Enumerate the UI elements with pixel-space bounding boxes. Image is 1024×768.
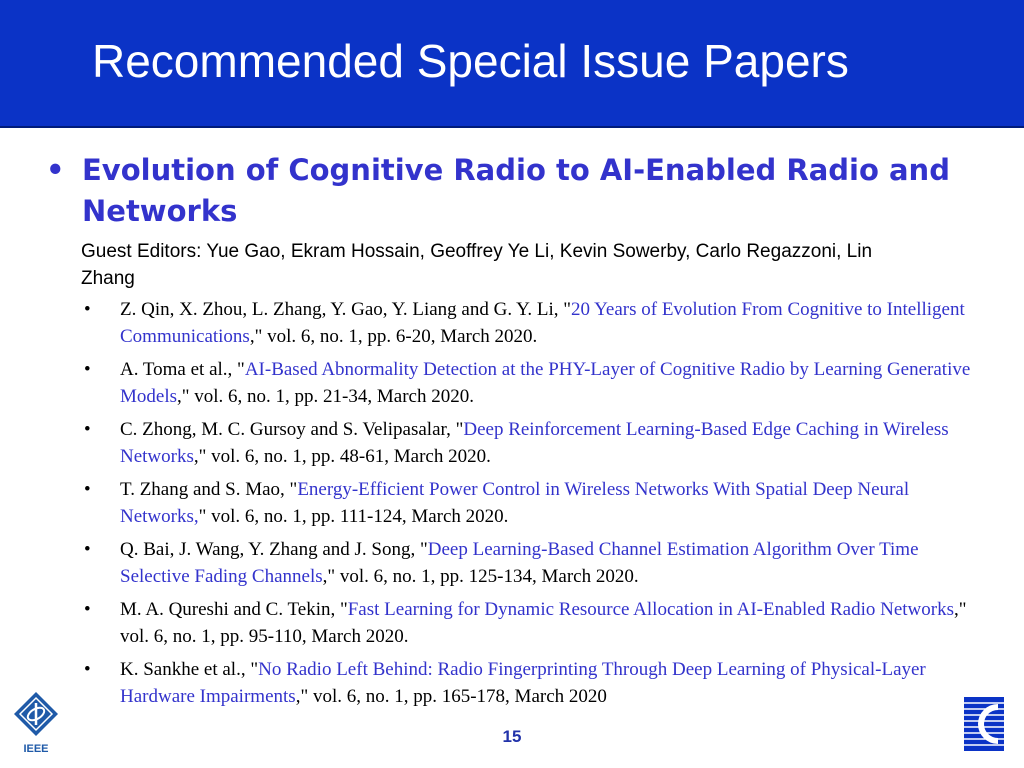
bullet-icon: • bbox=[84, 659, 91, 680]
reference-title-link[interactable]: AI-Based Abnormality Detection at the PHY-Layer of Cognitive Radio by Learning Generative Models bbox=[120, 359, 971, 407]
guest-editors: Guest Editors: Yue Gao, Ekram Hossain, Geoffrey Ye Li, Kevin Sowerby, Carlo Regazzoni, Lin Zhang bbox=[81, 241, 873, 289]
reference-title-link[interactable]: No Radio Left Behind: Radio Fingerprinting Through Deep Learning of Physical-Layer Hardware Impairments bbox=[120, 659, 926, 707]
reference-title-link[interactable]: 20 Years of Evolution From Cognitive to Intelligent Communications bbox=[120, 299, 965, 347]
reference-authors: C. Zhong, M. C. Gursoy and S. Velipasalar, " bbox=[120, 419, 464, 440]
reference-item bbox=[80, 416, 980, 470]
reference-title-link[interactable]: Fast Learning for Dynamic Resource Allocation in AI-Enabled Radio Networks bbox=[347, 599, 954, 620]
reference-item bbox=[80, 596, 980, 650]
reference-item bbox=[80, 536, 980, 590]
reference-item bbox=[80, 656, 980, 710]
reference-details: ," vol. 6, no. 1, pp. 48-61, March 2020. bbox=[193, 446, 491, 467]
ieee-logo-icon bbox=[12, 690, 60, 760]
reference-authors: T. Zhang and S. Mao, " bbox=[120, 479, 298, 500]
reference-title-link[interactable]: Energy-Efficient Power Control in Wireless Networks With Spatial Deep Neural Networks, bbox=[120, 479, 910, 527]
topic-heading bbox=[46, 150, 986, 232]
comsoc-logo-icon bbox=[964, 697, 1004, 751]
reference-authors: A. Toma et al., " bbox=[120, 359, 245, 380]
bullet-icon: • bbox=[84, 419, 91, 440]
bullet-icon: • bbox=[84, 539, 91, 560]
bullet-icon: • bbox=[84, 599, 91, 620]
reference-authors: Z. Qin, X. Zhou, L. Zhang, Y. Gao, Y. Liang and G. Y. Li, " bbox=[120, 299, 572, 320]
bullet-icon: • bbox=[46, 153, 65, 187]
reference-details: ," vol. 6, no. 1, pp. 6-20, March 2020. bbox=[249, 326, 538, 347]
reference-authors: M. A. Qureshi and C. Tekin, " bbox=[120, 599, 348, 620]
reference-authors: Q. Bai, J. Wang, Y. Zhang and J. Song, " bbox=[120, 539, 428, 560]
reference-details: ," vol. 6, no. 1, pp. 165-178, March 2020 bbox=[295, 686, 607, 707]
bullet-icon: • bbox=[84, 299, 91, 320]
ieee-logo-text: IEEE bbox=[23, 743, 49, 755]
reference-details: ," vol. 6, no. 1, pp. 125-134, March 2020. bbox=[322, 566, 639, 587]
reference-item bbox=[80, 476, 980, 530]
bullet-icon: • bbox=[84, 359, 91, 380]
reference-item bbox=[80, 296, 980, 350]
reference-details: " vol. 6, no. 1, pp. 111-124, March 2020. bbox=[198, 506, 509, 527]
topic-text: Evolution of Cognitive Radio to AI-Enabled Radio and Networks bbox=[82, 153, 950, 228]
reference-item bbox=[80, 356, 980, 410]
reference-title-link[interactable]: Deep Learning-Based Channel Estimation Algorithm Over Time Selective Fading Channels bbox=[120, 539, 919, 587]
reference-list bbox=[80, 296, 980, 716]
reference-title-link[interactable]: Deep Reinforcement Learning-Based Edge Caching in Wireless Networks bbox=[120, 419, 949, 467]
bullet-icon: • bbox=[84, 479, 91, 500]
slide-title: Recommended Special Issue Papers bbox=[92, 35, 849, 87]
page-number: 15 bbox=[502, 727, 522, 746]
title-bar bbox=[0, 0, 1024, 128]
reference-details: ," vol. 6, no. 1, pp. 95-110, March 2020. bbox=[120, 599, 967, 647]
reference-authors: K. Sankhe et al., " bbox=[120, 659, 259, 680]
reference-details: ," vol. 6, no. 1, pp. 21-34, March 2020. bbox=[177, 386, 474, 407]
